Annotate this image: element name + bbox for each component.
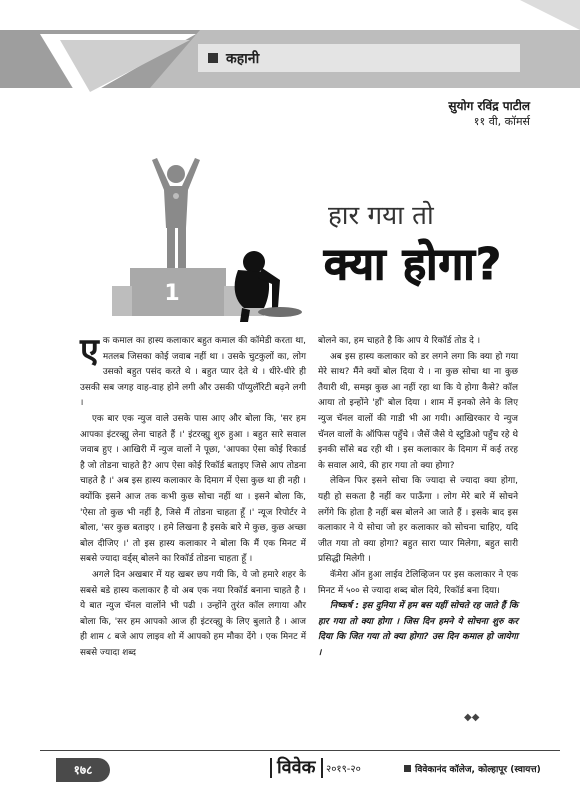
top-right-corner [520, 0, 580, 30]
paragraph: अब इस हास्य कलाकार को डर लगने लगा कि क्या हो गया मेरे साथ? मैंने क्यों बोल दिया ये । ना कुछ सोचा था ना कुछ तैयारी थी, समझ कुछ आ नहीं रहा था कि ये होगा कैसे? कॉल आया तो इन्होंने 'हाँ' बोल दिया । शाम में इनको लेने के लिए न्युज चॅनल वालों की गाडी भी आ गयी। आखिरकार ये न्युज चॅनल वालों के ऑफिस पहुँचे । जैसें जैसे ये स्टुडिओ पहुँच रहे थे इनकी साँसे बढ रही थी । इस कलाकार के दिमाग में कई तरह के सवाल आये, की हार गया तो क्या होगा? [318, 351, 518, 471]
magazine-name: विवेक [265, 755, 328, 779]
left-column [80, 331, 306, 661]
author-name: सुयोग रविंद्र पाटील [448, 99, 530, 113]
conclusion: निष्कर्ष : इस दुनिया में हम बस यहीं सोचते रह जाते हैं कि हार गया तो क्या होगा । जिस दिन हमने ये सोचना शुरु कर दिया कि जित गया तो क्या होगा? उस दिन कमाल हो जायेगा । [318, 601, 518, 658]
page-number: १७८ [56, 758, 110, 782]
author-class: ११ वी, कॉमर्स [473, 115, 530, 128]
podium-illustration [112, 150, 312, 330]
square-bullet-icon [404, 765, 411, 772]
paragraph: एक बार एक न्युज वाले उसके पास आए और बोला कि, 'सर हम आपका इंटरव्ह्यु लेना चाहते हैं ।' इंटरव्ह्यु शुरु हुआ । बहुत सारे सवाल जवाब हुए । आखिरी में न्युज वालों ने पूछा, 'आपका ऐसा कोई रिकार्ड है जो तोडना चाहते है? आप ऐसा कोई रिकॉर्ड बताइए जिसे आप तोडना चाहते है ।' अब इस हास्य कलाकार के दिमाग में ऐसा कुछ था ही नही । क्योंकि इसने आज तक कभी कुछ सोचा नहीं था । इसने बोला कि, 'ऐसा तो कुछ भी नहीं है, जिसे मैं तोडना चाहता हूँ ।' न्यूज रिपोर्टर ने बोला, 'सर कुछ बताइए । हमे लिखना है इसके बारे मे कुछ, कुछ अच्छा बोल दीजिए ।' तो इस हास्य कलाकार ने बोला कि मैं एक मिनट में सबसे ज्यादा वर्ड्स् बोलने का रिकॉर्ड तोडना चाहता हूँ । [80, 413, 306, 565]
footer-divider [40, 750, 560, 751]
paragraph: बोलने का, हम चाहते है कि आप ये रिकॉर्ड तोड दे । [318, 336, 481, 346]
end-mark-diamond-icon: ◆◆ [464, 712, 480, 723]
paragraph: कॅमेरा ऑन हुआ लाईव टेलिव्हिजन पर इस कलाकार ने एक मिनट में ५०० से ज्यादा शब्द बोल दिये, रिकॉर्ड बना दिया। [318, 569, 518, 596]
dropcap: ए [80, 331, 99, 371]
author-block [448, 98, 530, 130]
year: २०१९-२० [326, 764, 361, 775]
podium-number: 1 [164, 281, 180, 306]
paragraph: अगले दिन अखबार में यह खबर छप गयी कि, ये जो हमारे शहर के सबसे बडे हास्य कलाकार है वो अब एक नया रिकॉर्ड बनाना चाहते है । ये बात न्युज चॅनल वालोंने भी पढी । उन्होंने तुरंत कॉल लगाया और बोला कि, 'सर हम आपको आज ही इंटरव्ह्यु के लिए बुलाते है । आज ही शाम ८ बजे आप लाइव शो में आपको हम मौका देंगे । एक मिनट में सबसे ज्यादा शब्द [80, 569, 306, 658]
paragraph: लेकिन फिर इसने सोचा कि ज्यादा से ज्यादा क्या होगा, यही हो सकता है नहीं कर पाऊँगा । लोग मेरे बारे में सोचने लगेंगे कि होता है नहीं बस बोलने आ जाते हैं । इसके बाद इस कलाकार ने ये सोचा जो हर कलाकार को सोचना चाहिए, यदि जीत गया तो क्या होगा? बहुत सारा प्यार मिलेगा, बहुत सारी प्रसिद्धी मिलेगी । [318, 476, 518, 565]
square-bullet-icon [208, 53, 218, 63]
paragraph: एक कमाल का हास्य कलाकार बहुत कमाल की कॉमेडी करता था, मतलब जिसका कोई जवाब नहीं था । उसके चुटकुलों का, लोग उसको बहुत पसंद करते थे । बहुत प्यार देते थे । धीरे-धीरे ही उसकी सब जगह वाह-वाह होने लगी और उसकी पॉप्युलॅरिटी बढ़ने लगी । [80, 331, 306, 409]
right-column [318, 334, 518, 661]
title-line-2: क्या होगा? [324, 239, 503, 290]
section-label [198, 44, 520, 72]
college-name: विवेकानंद कॉलेज, कोल्हापूर (स्वायत्त) [404, 762, 541, 775]
title-line-1: हार गया तो [328, 201, 434, 231]
section-title: कहानी [226, 50, 260, 67]
